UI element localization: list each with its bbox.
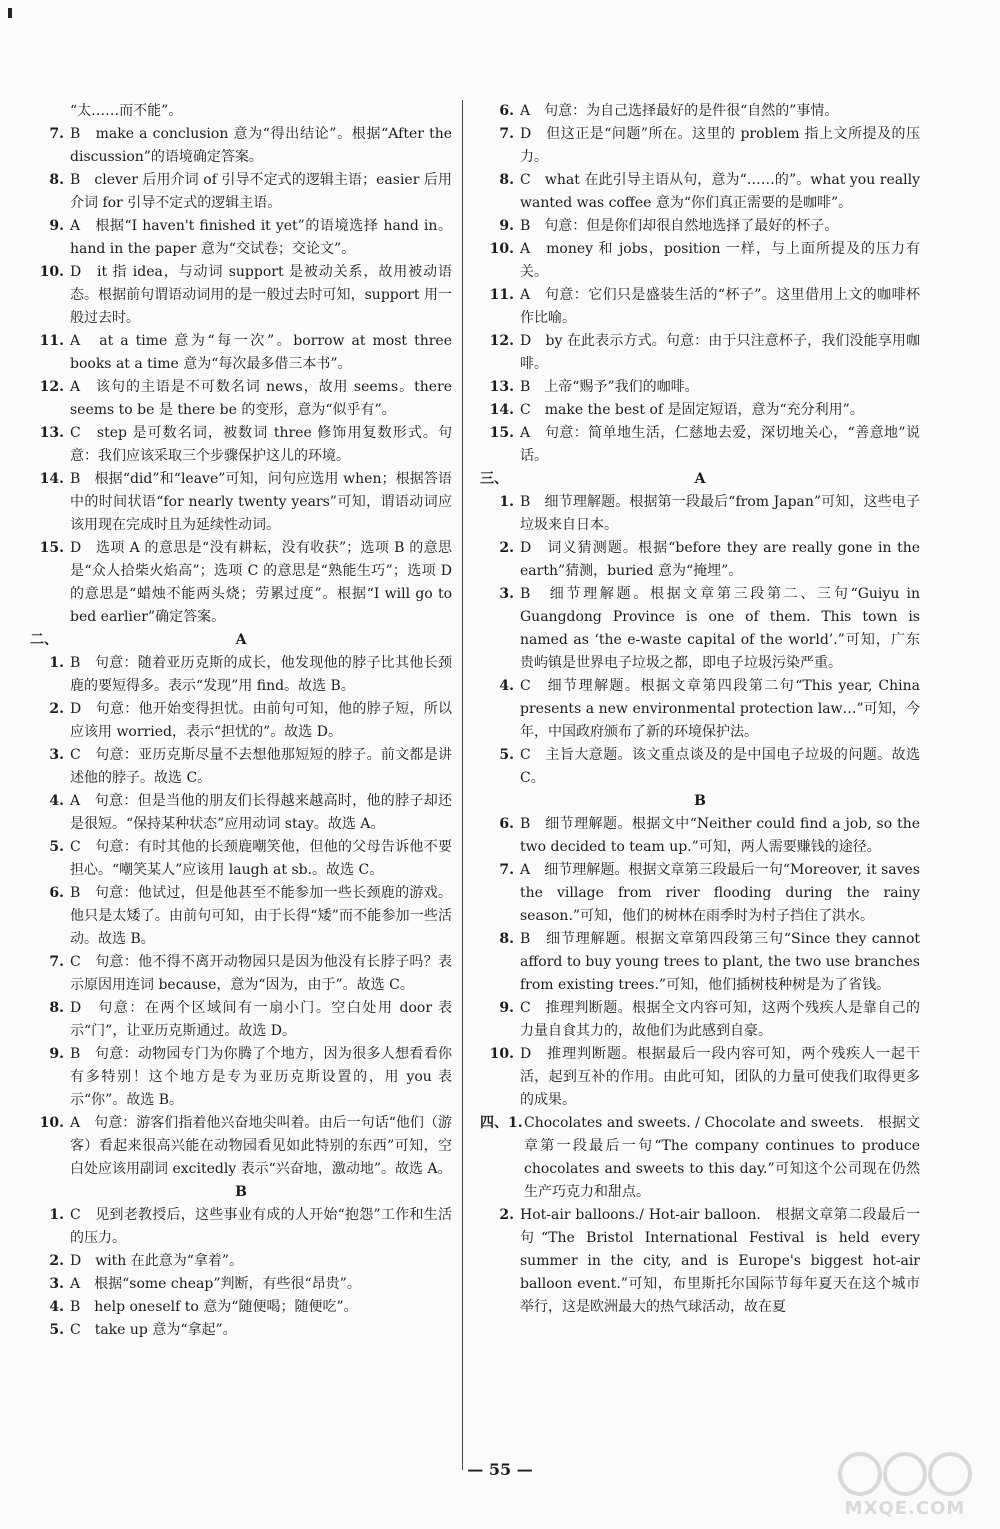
item-explanation: C what 在此引导主语从句，意为“……的”。what you really wanted was coffee 意为“你们真正需要的是咖啡”。 — [520, 172, 920, 211]
item-explanation: B 细节理解题。根据文中“Neither could find a job, so the two decided to team up.”可知，两人需要赚钱的途径。 — [520, 816, 920, 855]
item-number: 3. — [49, 747, 64, 763]
item-explanation: C 推理判断题。根据全文内容可知，这两个残疾人是靠自己的力量自食其力的，故他们为此感到自豪。 — [520, 1000, 920, 1039]
item-explanation: B 细节理解题。根据第一段最后“from Japan”可知，这些电子垃圾来自日本。 — [520, 494, 920, 533]
section-label: 三、 — [480, 471, 508, 487]
answer-item — [30, 1319, 452, 1342]
item-number: 3. — [499, 586, 514, 602]
answer-item — [480, 1204, 920, 1319]
answer-item — [480, 675, 920, 744]
item-explanation: C take up 意为“拿起”。 — [70, 1322, 237, 1338]
item-explanation: A 根据“some cheap”判断，有些很“昂贵”。 — [70, 1276, 361, 1292]
answer-item — [30, 537, 452, 629]
item-number: 4. — [49, 1299, 64, 1315]
item-number: 1. — [508, 1115, 523, 1131]
right-group-2 — [480, 491, 920, 790]
item-number: 6. — [499, 816, 514, 832]
item-number: 14. — [39, 471, 64, 487]
item-explanation: A 根据“I haven't finished it yet”的语境选择 hand in。hand in the paper 意为“交试卷；交论文”。 — [70, 218, 452, 257]
item-number: 7. — [499, 862, 514, 878]
answer-item — [480, 583, 920, 675]
answer-item — [480, 1112, 920, 1204]
item-explanation: B 根据“did”和“leave”可知，问句应选用 when；根据答语中的时间状语“for nearly twenty years”可知，谓语动词应该用现在完成时且为延续性动词。 — [70, 471, 452, 533]
right-group-1 — [480, 100, 920, 468]
right-column — [480, 100, 920, 1319]
item-number: 2. — [499, 1207, 514, 1223]
right-group-3 — [480, 813, 920, 1112]
answer-item — [30, 123, 452, 169]
item-number: 5. — [49, 839, 64, 855]
item-explanation: C 见到老教授后，这些事业有成的人开始“抱怨”工作和生活的压力。 — [70, 1207, 452, 1246]
answer-item — [30, 790, 452, 836]
item-explanation: B clever 后用介词 of 引导不定式的逻辑主语；easier 后用介词 for 引导不定式的逻辑主语。 — [70, 172, 452, 211]
item-number: 8. — [49, 172, 64, 188]
item-explanation: A at a time 意为“每一次”。borrow at most three books at a time 意为“每次最多借三本书”。 — [70, 333, 452, 372]
item-number: 9. — [49, 218, 64, 234]
item-number: 7. — [49, 954, 64, 970]
part-b-heading — [480, 790, 920, 813]
part-label: B — [694, 793, 706, 809]
carry-over-line — [30, 100, 452, 123]
item-explanation: B 句意：随着亚历克斯的成长，他发现他的脖子比其他长颈鹿的要短得多。表示“发现”用 find。故选 B。 — [70, 655, 452, 694]
watermark-text: MXQE.COM — [844, 1498, 966, 1519]
item-explanation: C step 是可数名词，被数词 three 修饰用复数形式。句意：我们应该采取三个步骤保护这儿的环境。 — [70, 425, 452, 464]
answer-item — [480, 928, 920, 997]
item-number: 13. — [39, 425, 64, 441]
item-explanation: A 句意：游客们指着他兴奋地尖叫着。由后一句话“他们（游客）看起来很高兴能在动物园看见如此特别的东西”可知，空白处应该用副词 excitedly 表示“兴奋地，激动地”。故选 A。 — [70, 1115, 452, 1177]
item-number: 3. — [49, 1276, 64, 1292]
answer-item — [30, 1204, 452, 1250]
item-explanation: B 细节理解题。根据文章第三段第二、三句“Guiyu in Guangdong Province is one of them. This town is named as ‘the e-waste capital of the world’.”可知，广东贵屿镇是世界电子垃圾之都，即电子垃圾污染严重。 — [520, 586, 920, 671]
item-number: 5. — [49, 1322, 64, 1338]
item-explanation: B 细节理解题。根据文章第四段第三句“Since they cannot afford to buy young trees to plant, the two use branches from existing trees.”可知，他们插树枝种树是为了省钱。 — [520, 931, 920, 993]
answer-item — [30, 652, 452, 698]
answer-item — [30, 330, 452, 376]
part-label: A — [694, 471, 706, 487]
item-explanation: D by 在此表示方式。句意：由于只注意杯子，我们没能享用咖啡。 — [520, 333, 920, 372]
item-explanation: C 细节理解题。根据文章第四段第二句“This year, China presents a new environmental protection law…”可知，今年，中国政府颁布了新的环境保护法。 — [520, 678, 920, 740]
answer-item — [480, 997, 920, 1043]
item-number: 8. — [499, 172, 514, 188]
item-number: 10. — [39, 1115, 64, 1131]
answer-item — [30, 169, 452, 215]
answer-item — [30, 261, 452, 330]
item-number: 4. — [49, 793, 64, 809]
answer-item — [480, 1043, 920, 1112]
answer-item — [30, 1043, 452, 1112]
answer-item — [480, 284, 920, 330]
item-explanation: B help oneself to 意为“随便喝；随便吃”。 — [70, 1299, 358, 1315]
item-explanation: A 句意：但是当他的朋友们长得越来越高时，他的脖子却还是很短。“保持某种状态”应用动词 stay。故选 A。 — [70, 793, 452, 832]
left-group-3 — [30, 1204, 452, 1342]
item-explanation: D 句意：他开始变得担忧。由前句可知，他的脖子短，所以应该用 worried，表示“担忧的”。故选 D。 — [70, 701, 452, 740]
answer-item — [30, 376, 452, 422]
item-number: 12. — [39, 379, 64, 395]
item-explanation: D with 在此意为“拿着”。 — [70, 1253, 244, 1269]
section-3-heading — [480, 468, 920, 491]
item-explanation: D it 指 idea，与动词 support 是被动关系，故用被动语态。根据前句谓语动词用的是一般过去时可知，support 用一般过去时。 — [70, 264, 452, 326]
left-column — [30, 100, 452, 1342]
answer-item — [30, 882, 452, 951]
answer-item — [30, 698, 452, 744]
item-number: 5. — [499, 747, 514, 763]
item-explanation: A 句意：为自己选择最好的是件很“自然的”事情。 — [520, 103, 839, 119]
answer-item — [30, 1112, 452, 1181]
answer-item — [30, 468, 452, 537]
answer-item — [480, 744, 920, 790]
item-explanation: C 句意：他不得不离开动物园只是因为他没有长脖子吗？表示原因用连词 because，意为“因为，由于”。故选 C。 — [70, 954, 452, 993]
item-explanation: D 句意：在两个区域间有一扇小门。空白处用 door 表示“门”，让亚历克斯通过。故选 D。 — [70, 1000, 452, 1039]
section-label: 四、 — [480, 1115, 508, 1131]
answer-item — [480, 376, 920, 399]
answer-item — [480, 491, 920, 537]
answer-item — [480, 399, 920, 422]
left-group-2 — [30, 652, 452, 1181]
item-number: 15. — [489, 425, 514, 441]
section-label: 二、 — [30, 632, 58, 648]
answer-item — [30, 951, 452, 997]
item-explanation: A 该句的主语是不可数名词 news，故用 seems。there seems to be 是 there be 的变形，意为“似乎有”。 — [70, 379, 452, 418]
answer-item — [480, 169, 920, 215]
answer-item — [480, 100, 920, 123]
item-number: 4. — [499, 678, 514, 694]
page-number: — 55 — — [467, 1460, 533, 1479]
item-number: 10. — [489, 1046, 514, 1062]
item-number: 12. — [489, 333, 514, 349]
column-divider — [462, 100, 463, 1470]
answer-item — [30, 1250, 452, 1273]
carry-over-text: “太……而不能”。 — [70, 103, 183, 119]
item-explanation: B 上帝“赐予”我们的咖啡。 — [520, 379, 699, 395]
item-number: 8. — [49, 1000, 64, 1016]
item-explanation: D 选项 A 的意思是“没有耕耘，没有收获”；选项 B 的意思是“众人拾柴火焰高”；选项 C 的意思是“熟能生巧”；选项 D 的意思是“蜡烛不能两头烧；劳累过度”。根据“I will go to bed earlier”确定答案。 — [70, 540, 452, 625]
item-number: 8. — [499, 931, 514, 947]
answer-item — [480, 537, 920, 583]
item-explanation: Chocolates and sweets. / Chocolate and sweets. 根据文章第一段最后一句“The company continues to produce chocolates and sweets to this day.”可知这个公司现在仍然生产巧克力和甜点。 — [524, 1115, 920, 1200]
item-explanation: C 句意：亚历克斯尽量不去想他那短短的脖子。前文都是讲述他的脖子。故选 C。 — [70, 747, 452, 786]
item-explanation: B 句意：他试过，但是他甚至不能参加一些长颈鹿的游戏。他只是太矮了。由前句可知，由于长得“矮”而不能参加一些活动。故选 B。 — [70, 885, 452, 947]
item-number: 14. — [489, 402, 514, 418]
item-explanation: C make the best of 是固定短语，意为“充分利用”。 — [520, 402, 864, 418]
answer-item — [30, 1296, 452, 1319]
answer-item — [480, 422, 920, 468]
item-number: 10. — [39, 264, 64, 280]
item-explanation: C 句意：有时其他的长颈鹿嘲笑他，但他的父母告诉他不要担心。“嘲笑某人”应该用 laugh at sb.。故选 C。 — [70, 839, 452, 878]
answer-item — [30, 836, 452, 882]
part-label: B — [235, 1184, 247, 1200]
answer-item — [480, 813, 920, 859]
item-explanation: A 细节理解题。根据文章第三段最后一句“Moreover, it saves the village from river flooding during the rainy season.”可知，他们的树林在雨季时为村子挡住了洪水。 — [520, 862, 920, 924]
answer-item — [30, 1273, 452, 1296]
item-number: 6. — [49, 885, 64, 901]
item-number: 1. — [499, 494, 514, 510]
item-explanation: A money 和 jobs，position 一样，与上面所提及的压力有关。 — [520, 241, 920, 280]
answer-item — [30, 422, 452, 468]
right-group-4 — [480, 1112, 920, 1319]
item-explanation: B 句意：动物园专门为你腾了个地方，因为很多人想看看你有多特别！这个地方是专为亚历克斯设置的，用 you 表示“你”。故选 B。 — [70, 1046, 452, 1108]
item-number: 7. — [49, 126, 64, 142]
answer-item — [480, 123, 920, 169]
item-number: 9. — [49, 1046, 64, 1062]
answer-item — [480, 238, 920, 284]
answer-item — [30, 997, 452, 1043]
item-number: 11. — [489, 287, 514, 303]
item-number: 10. — [489, 241, 514, 257]
item-number: 2. — [499, 540, 514, 556]
answer-item — [30, 744, 452, 790]
item-explanation: B make a conclusion 意为“得出结论”。根据“After the discussion”的语境确定答案。 — [70, 126, 452, 165]
item-number: 1. — [49, 655, 64, 671]
item-number: 2. — [49, 1253, 64, 1269]
part-b-heading — [30, 1181, 452, 1204]
part-label: A — [235, 632, 247, 648]
item-number: 6. — [499, 103, 514, 119]
item-explanation: D 词义猜测题。根据“before they are really gone in the earth”猜测，buried 意为“掩埋”。 — [520, 540, 920, 579]
answer-item — [30, 215, 452, 261]
watermark-logo — [830, 1449, 980, 1519]
item-explanation: D 但这正是“问题”所在。这里的 problem 指上文所提及的压力。 — [520, 126, 920, 165]
item-explanation: B 句意：但是你们却很自然地选择了最好的杯子。 — [520, 218, 839, 234]
item-explanation: Hot-air balloons./ Hot-air balloon. 根据文章第二段最后一句“The Bristol International Festival is held every summer in the city, and is Europe's biggest hot-air balloon event.”可知，布里斯托尔国际节每年夏天在这个城市举行，这是欧洲最大的热气球活动，故在夏 — [520, 1207, 920, 1315]
item-explanation: A 句意：它们只是盛装生活的“杯子”。这里借用上文的咖啡杯作比喻。 — [520, 287, 920, 326]
corner-mark — [8, 8, 12, 18]
watermark-icon — [830, 1449, 980, 1499]
item-number: 15. — [39, 540, 64, 556]
answer-item — [480, 215, 920, 238]
answer-item — [480, 330, 920, 376]
left-group-1 — [30, 123, 452, 629]
section-2-heading — [30, 629, 452, 652]
item-number: 9. — [499, 1000, 514, 1016]
item-number: 7. — [499, 126, 514, 142]
item-number: 9. — [499, 218, 514, 234]
answer-item — [480, 859, 920, 928]
item-number: 2. — [49, 701, 64, 717]
item-explanation: C 主旨大意题。该文重点谈及的是中国电子垃圾的问题。故选 C。 — [520, 747, 920, 786]
item-number: 13. — [489, 379, 514, 395]
item-number: 11. — [39, 333, 64, 349]
item-explanation: A 句意：简单地生活，仁慈地去爱，深切地关心，“善意地”说话。 — [520, 425, 920, 464]
item-explanation: D 推理判断题。根据最后一段内容可知，两个残疾人一起干活，起到互补的作用。由此可知，团队的力量可使我们取得更多的成果。 — [520, 1046, 920, 1108]
item-number: 1. — [49, 1207, 64, 1223]
